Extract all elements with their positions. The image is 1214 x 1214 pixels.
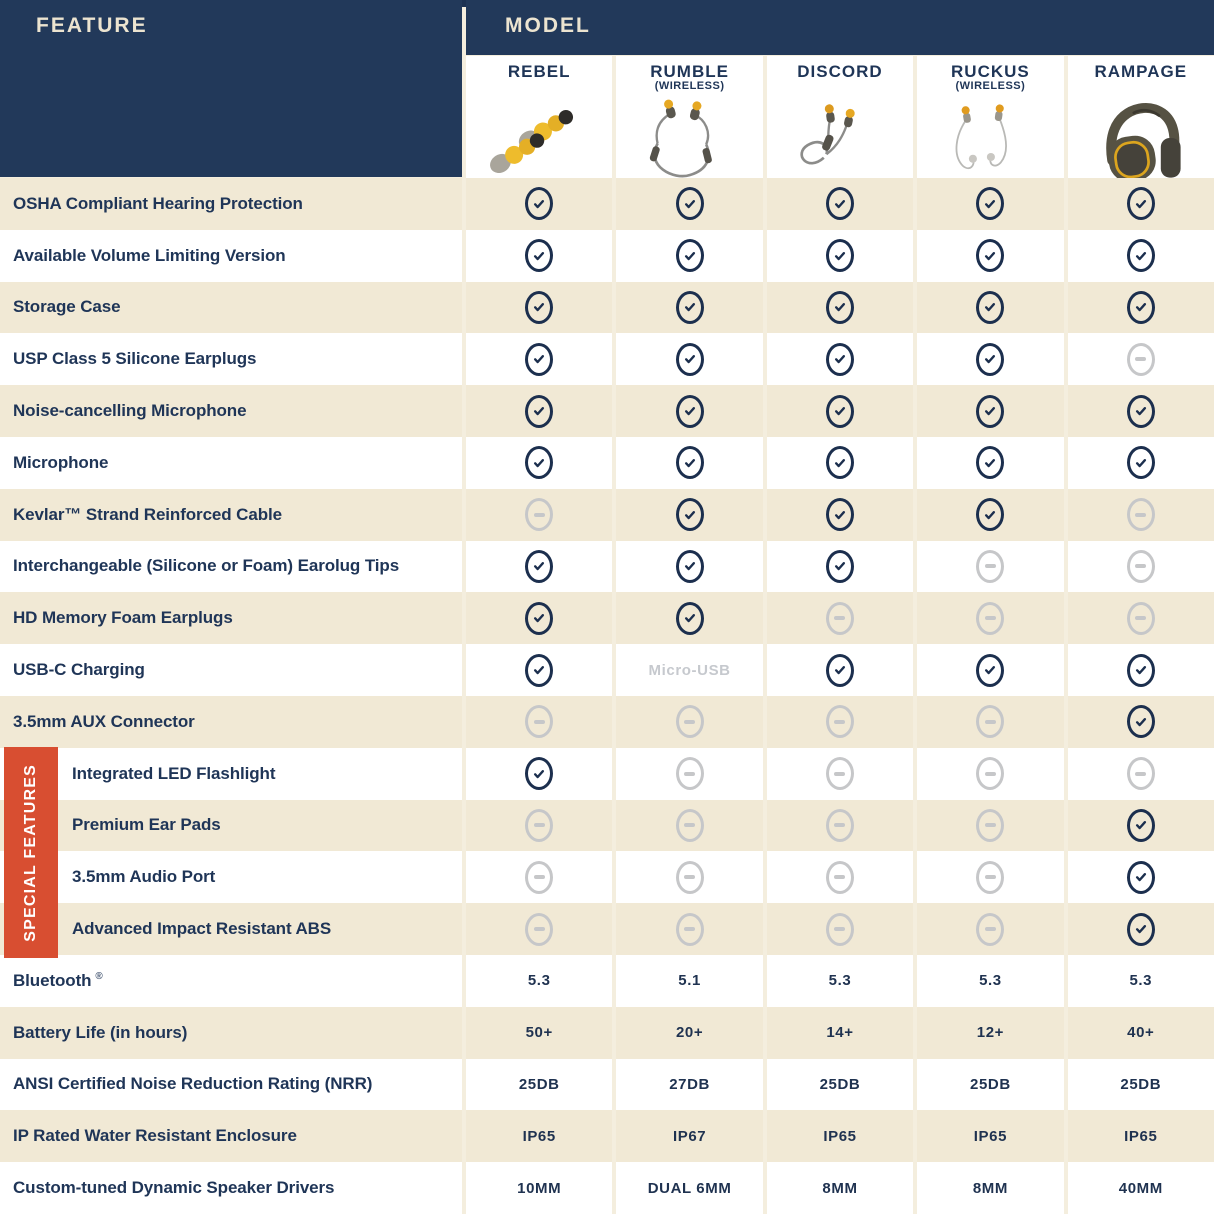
feature-value: IP65 [823,1127,857,1145]
dash-icon [976,757,1004,790]
feature-label-cell [0,644,462,696]
dash-icon [676,913,704,946]
feature-value-cell [767,800,913,852]
feature-value-cell [466,592,612,644]
check-icon [1127,291,1155,324]
feature-label-cell [0,903,462,955]
check-icon [976,343,1004,376]
feature-value-cell [1068,489,1214,541]
feature-value-cell [466,644,612,696]
dash-icon [976,809,1004,842]
feature-label: Kevlar™ Strand Reinforced Cable [13,504,282,524]
feature-row [0,178,1214,230]
feature-value-cell [917,1007,1063,1059]
ruckus-earbuds-photo [917,94,1063,184]
feature-value-cell [767,230,913,282]
check-icon [1127,446,1155,479]
feature-value-cell [917,955,1063,1007]
feature-value-cell [466,1007,612,1059]
model-column-header [616,56,762,184]
feature-value-cell [466,1162,612,1214]
check-icon [676,550,704,583]
check-icon [1127,809,1155,842]
feature-value: 25DB [1120,1075,1162,1093]
feature-row [0,437,1214,489]
dash-icon [525,809,553,842]
feature-label-cell [0,333,462,385]
feature-label-cell [0,1110,462,1162]
check-icon [1127,239,1155,272]
feature-value: 5.3 [979,972,1002,990]
special-features-label: SPECIAL FEATURES [22,763,39,942]
model-header-label: MODEL [505,14,591,37]
feature-value-cell [616,230,762,282]
feature-label-cell [0,800,462,852]
model-column-header [917,56,1063,184]
feature-row [0,385,1214,437]
feature-row [0,1059,1214,1111]
feature-value-cell [616,437,762,489]
feature-value-cell [767,1007,913,1059]
check-icon [1127,861,1155,894]
dash-icon [525,705,553,738]
feature-value-cell [616,644,762,696]
feature-value-cell [1068,178,1214,230]
feature-value-cell [616,748,762,800]
feature-label-cell [0,592,462,644]
check-icon [525,757,553,790]
feature-label-cell [0,489,462,541]
feature-value-cell [917,851,1063,903]
feature-value-cell [1068,1110,1214,1162]
feature-value-cell [616,541,762,593]
feature-value: 25DB [970,1075,1011,1093]
check-icon [976,446,1004,479]
dash-icon [1127,602,1155,635]
feature-value-cell [466,230,612,282]
feature-label: Noise-cancelling Microphone [13,401,247,421]
feature-column-header [0,0,462,177]
dash-icon [976,705,1004,738]
feature-value-cell [466,1110,612,1162]
feature-value-cell [466,333,612,385]
feature-value-cell [1068,644,1214,696]
feature-value-cell [1068,282,1214,334]
feature-label-cell [0,541,462,593]
feature-row [0,851,1214,903]
feature-row [0,748,1214,800]
check-icon [826,654,854,687]
feature-value-cell [917,541,1063,593]
feature-value: 5.3 [828,972,852,990]
feature-value-cell [1068,385,1214,437]
check-icon [1127,705,1155,738]
feature-row [0,541,1214,593]
feature-label: Interchangeable (Silicone or Foam) Earolug Tips [13,556,400,576]
feature-value-cell [466,489,612,541]
feature-row [0,1110,1214,1162]
feature-value-cell [1068,592,1214,644]
feature-label-cell [0,955,462,1007]
feature-value-cell [1068,696,1214,748]
feature-label: USB-C Charging [13,660,145,680]
dash-icon [525,498,553,531]
feature-label: ANSI Certified Noise Reduction Rating (NRR) [13,1074,373,1094]
feature-value-cell [466,437,612,489]
feature-value: 12+ [976,1024,1005,1042]
feature-row [0,800,1214,852]
feature-label-cell [0,230,462,282]
feature-value-cell [767,955,913,1007]
feature-value: IP65 [522,1127,556,1145]
feature-value-cell [917,800,1063,852]
feature-value-cell [616,1059,762,1111]
feature-label-cell [0,282,462,334]
feature-value-cell [917,489,1063,541]
dash-icon [1127,757,1155,790]
feature-label-cell [0,748,462,800]
feature-value-cell [616,178,762,230]
check-icon [976,291,1004,324]
feature-label-cell [0,1059,462,1111]
feature-value-cell [466,851,612,903]
check-icon [525,654,553,687]
feature-row [0,955,1214,1007]
feature-value: 40MM [1118,1179,1163,1197]
feature-value-cell [616,1007,762,1059]
check-icon [826,291,854,324]
check-icon [676,446,704,479]
model-name: DISCORD [797,62,883,81]
dash-icon [826,757,854,790]
registered-mark: ® [95,971,103,983]
check-icon [676,395,704,428]
feature-value: 8MM [972,1179,1008,1197]
check-icon [525,602,553,635]
check-icon [826,187,854,220]
feature-value-cell [616,851,762,903]
check-icon [525,395,553,428]
model-subtitle: (WIRELESS) [654,80,725,92]
feature-value: 20+ [675,1024,704,1042]
feature-label: Custom-tuned Dynamic Speaker Drivers [13,1178,335,1198]
dash-icon [676,861,704,894]
feature-value-cell [767,178,913,230]
feature-value-cell [767,541,913,593]
dash-icon [976,550,1004,583]
feature-row [0,282,1214,334]
feature-value: 5.3 [1129,972,1153,990]
dash-icon [826,602,854,635]
check-icon [676,187,704,220]
feature-label: Storage Case [13,297,121,317]
check-icon [676,498,704,531]
feature-value-cell [917,1110,1063,1162]
model-columns-header [466,0,1214,55]
feature-value-cell [767,437,913,489]
feature-value-cell [917,592,1063,644]
feature-value-cell [1068,903,1214,955]
feature-value-cell [917,1162,1063,1214]
dash-icon [1127,343,1155,376]
feature-label: Available Volume Limiting Version [13,245,286,265]
rebel-earbuds-photo [466,92,612,184]
feature-value-cell [1068,541,1214,593]
dash-icon [676,705,704,738]
feature-value-cell [466,748,612,800]
feature-label-cell [0,437,462,489]
feature-value: DUAL 6MM [647,1179,732,1197]
feature-value-cell [917,1059,1063,1111]
feature-value-cell [917,903,1063,955]
feature-value-cell [917,644,1063,696]
feature-row [0,230,1214,282]
feature-value-cell [1068,1007,1214,1059]
feature-label-cell [0,178,462,230]
dash-icon [676,809,704,842]
model-name-row [466,56,1214,178]
feature-value-cell [767,282,913,334]
feature-value-cell [1068,230,1214,282]
feature-value-cell [466,1059,612,1111]
feature-value-cell [917,178,1063,230]
feature-label: USP Class 5 Silicone Earplugs [13,349,257,369]
feature-label: Integrated LED Flashlight [72,763,276,783]
model-name: RAMPAGE [1094,62,1188,81]
check-icon [676,602,704,635]
check-icon [676,291,704,324]
check-icon [676,343,704,376]
feature-value-cell [1068,800,1214,852]
feature-value-cell [917,333,1063,385]
feature-value: 14+ [826,1024,854,1042]
feature-row [0,592,1214,644]
feature-value: IP67 [672,1127,707,1145]
dash-icon [826,861,854,894]
feature-label: HD Memory Foam Earplugs [13,608,233,628]
check-icon [976,395,1004,428]
feature-value-cell [616,489,762,541]
check-icon [976,654,1004,687]
feature-value-cell [616,903,762,955]
feature-label: Advanced Impact Resistant ABS [72,919,332,939]
feature-row [0,1007,1214,1059]
feature-row [0,489,1214,541]
feature-value-cell [767,333,913,385]
check-icon [976,239,1004,272]
check-icon [525,187,553,220]
dash-icon [1127,498,1155,531]
dash-icon [676,757,704,790]
feature-label-cell [0,851,462,903]
feature-value-cell [1068,851,1214,903]
model-column-header [466,56,612,184]
rampage-earmuffs-photo [1068,92,1214,184]
dash-icon [525,861,553,894]
feature-label: Battery Life (in hours) [13,1022,188,1042]
model-subtitle: (WIRELESS) [955,80,1026,92]
dash-icon [976,913,1004,946]
feature-value: 25DB [518,1075,560,1093]
feature-value-cell [616,800,762,852]
rumble-neckband-photo [616,94,762,184]
feature-value-cell [1068,1162,1214,1214]
check-icon [976,187,1004,220]
feature-table-body [0,178,1214,1214]
feature-label: Bluetooth ® [13,970,103,990]
feature-value-cell [1068,955,1214,1007]
dash-icon [525,913,553,946]
feature-header-label: FEATURE [36,14,148,37]
feature-value: Micro-USB [648,661,731,679]
feature-row [0,696,1214,748]
feature-value-cell [767,592,913,644]
feature-value: 50+ [525,1024,553,1042]
dash-icon [826,705,854,738]
feature-value-cell [616,955,762,1007]
check-icon [525,291,553,324]
feature-value-cell [466,541,612,593]
feature-value-cell [466,178,612,230]
feature-value-cell [767,903,913,955]
feature-value-cell [917,748,1063,800]
dash-icon [976,602,1004,635]
feature-value-cell [1068,1059,1214,1111]
check-icon [826,498,854,531]
feature-value-cell [767,748,913,800]
model-name: REBEL [507,62,571,81]
feature-value-cell [767,1110,913,1162]
feature-value-cell [767,1059,913,1111]
feature-value-cell [616,696,762,748]
feature-value: 10MM [517,1179,562,1197]
feature-label: 3.5mm AUX Connector [13,711,195,731]
dash-icon [826,809,854,842]
feature-label: Premium Ear Pads [72,815,221,835]
feature-value-cell [767,1162,913,1214]
check-icon [1127,913,1155,946]
feature-value-cell [767,696,913,748]
feature-value: IP65 [973,1127,1008,1145]
discord-earbuds-photo [767,92,913,184]
dash-icon [976,861,1004,894]
feature-label-cell [0,696,462,748]
check-icon [525,343,553,376]
check-icon [976,498,1004,531]
feature-label: IP Rated Water Resistant Enclosure [13,1126,297,1146]
feature-value-cell [917,282,1063,334]
model-name: RUMBLE [650,62,729,81]
feature-value-cell [466,696,612,748]
feature-label-cell [0,1007,462,1059]
dash-icon [826,913,854,946]
feature-value-cell [917,696,1063,748]
check-icon [525,446,553,479]
feature-label-cell [0,1162,462,1214]
feature-value-cell [616,282,762,334]
feature-row [0,644,1214,696]
feature-value-cell [917,437,1063,489]
feature-value-cell [917,385,1063,437]
feature-value-cell [616,1110,762,1162]
feature-value-cell [767,851,913,903]
feature-value: 40+ [1127,1024,1155,1042]
feature-label-cell [0,385,462,437]
feature-value-cell [767,489,913,541]
feature-row [0,903,1214,955]
feature-value-cell [616,385,762,437]
feature-row [0,1162,1214,1214]
check-icon [826,446,854,479]
feature-value: 5.1 [678,972,701,990]
feature-value-cell [1068,748,1214,800]
feature-value-cell [466,955,612,1007]
check-icon [1127,654,1155,687]
feature-value-cell [767,644,913,696]
model-column-header [767,56,913,184]
check-icon [525,550,553,583]
check-icon [826,395,854,428]
feature-label: 3.5mm Audio Port [72,867,216,887]
model-name: RUCKUS [951,62,1030,81]
feature-value-cell [466,385,612,437]
feature-value: 8MM [822,1179,858,1197]
check-icon [826,550,854,583]
feature-value-cell [466,800,612,852]
check-icon [1127,395,1155,428]
feature-value: 25DB [819,1075,861,1093]
check-icon [676,239,704,272]
feature-value-cell [616,1162,762,1214]
model-column-header [1068,56,1214,184]
feature-value-cell [767,385,913,437]
feature-value-cell [466,903,612,955]
check-icon [525,239,553,272]
feature-value: 5.3 [527,972,551,990]
check-icon [1127,187,1155,220]
check-icon [826,343,854,376]
feature-value-cell [1068,437,1214,489]
feature-label: Microphone [13,452,109,472]
feature-value: 27DB [669,1075,710,1093]
feature-value: IP65 [1124,1127,1158,1145]
feature-value-cell [616,592,762,644]
feature-value-cell [917,230,1063,282]
dash-icon [1127,550,1155,583]
special-features-banner [4,747,58,958]
feature-value-cell [1068,333,1214,385]
feature-value-cell [616,333,762,385]
feature-row [0,333,1214,385]
feature-value-cell [466,282,612,334]
check-icon [826,239,854,272]
feature-label: OSHA Compliant Hearing Protection [13,193,303,213]
